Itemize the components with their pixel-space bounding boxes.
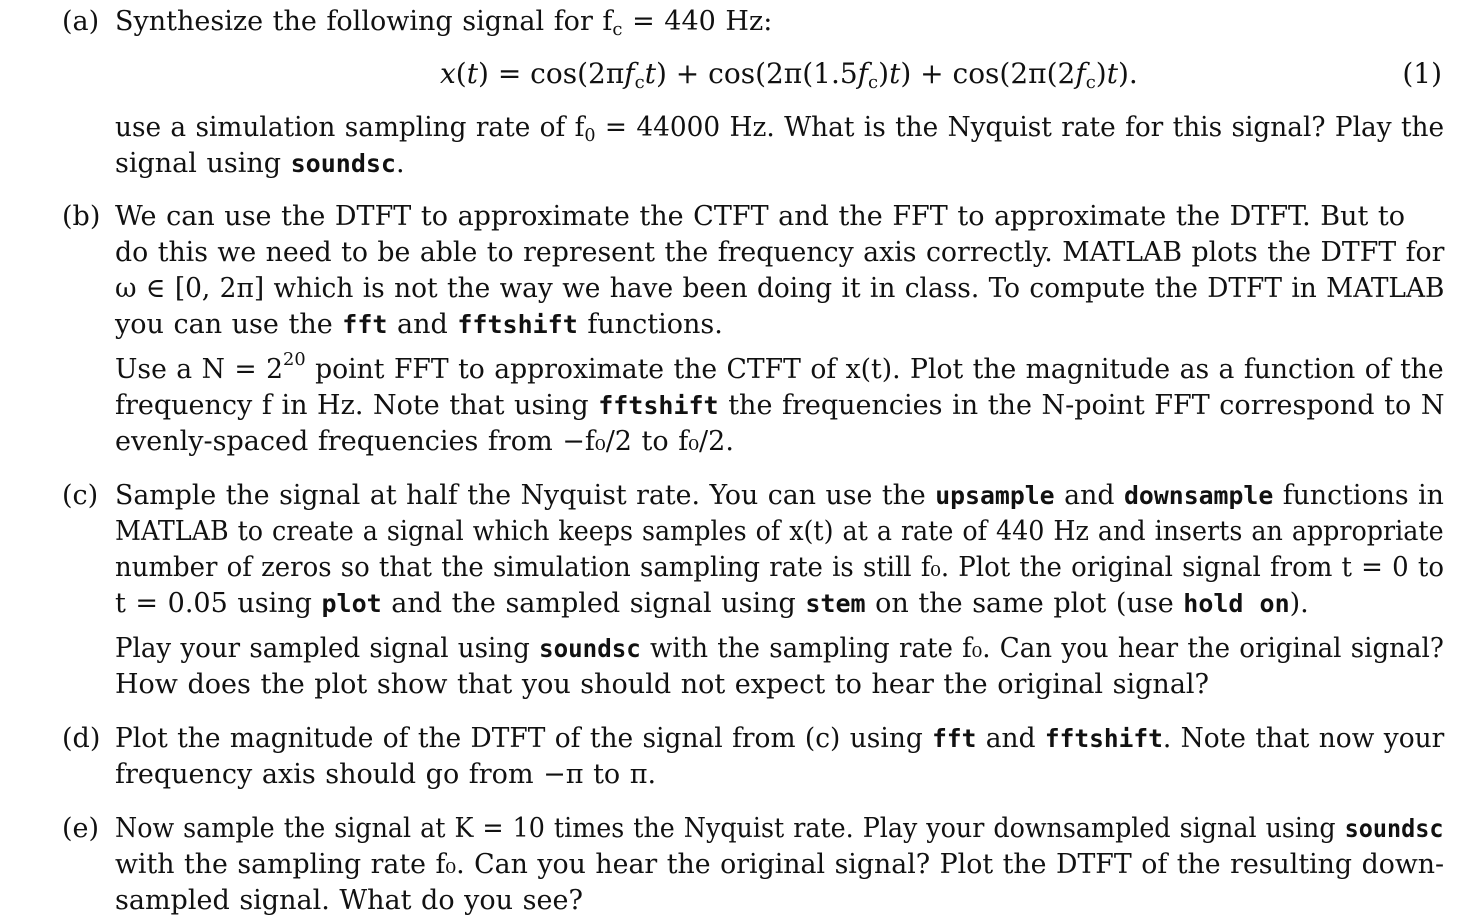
part-c-l4a: t = 0.05 using: [115, 588, 322, 619]
part-e-l1a: Now sample the signal at K = 10 times the Nyquist rate. Play your downsampled signal using: [115, 813, 1345, 844]
part-a-body: [115, 110, 1444, 182]
code-plot: plot: [321, 589, 382, 618]
part-a-intro-end: = 440 Hz:: [622, 6, 773, 37]
part-b-p2l1b: point FFT to approximate the CTFT of x(t). Plot the magnitude as a function of the: [305, 354, 1444, 385]
equation-number: (1): [1402, 57, 1442, 90]
code-upsample: upsample: [935, 481, 1055, 510]
code-fftshift-2: fftshift: [598, 391, 719, 420]
code-soundsc-3: soundsc: [1344, 814, 1444, 843]
part-c-l4d: ).: [1289, 588, 1309, 619]
part-e-label: (e): [62, 813, 100, 844]
part-c-line-2: MATLAB to create a signal which keeps samples of x(t) at a rate of 440 Hz and inserts an appropriate: [115, 516, 1444, 547]
part-c-para-2: [115, 631, 1444, 703]
part-b-p2-line-3: evenly-spaced frequencies from −f₀/2 to f₀/2.: [115, 426, 734, 457]
part-c-l4b: and the sampled signal using: [381, 588, 806, 619]
part-b-p2l2a: frequency f in Hz. Note that using: [115, 390, 599, 421]
part-c-l1a: Sample the signal at half the Nyquist rate. You can use the: [115, 480, 936, 511]
part-e-line-2: with the sampling rate f₀. Can you hear the original signal? Plot the DTFT of the resulting down-: [115, 849, 1445, 880]
part-b-p2-line-2: [115, 388, 1444, 424]
part-c-l1c: functions in: [1273, 480, 1444, 511]
part-e-para: [115, 811, 1444, 919]
part-a-intro-text: Synthesize the following signal for f: [115, 6, 613, 37]
part-c-l1b: and: [1054, 480, 1124, 511]
part-d-label: (d): [62, 723, 101, 754]
part-b-l4c: functions.: [577, 309, 723, 340]
part-c-line-1: [115, 478, 1444, 514]
part-a-text2: signal using: [115, 148, 291, 179]
code-downsample: downsample: [1123, 481, 1274, 510]
code-fftshift-3: fftshift: [1044, 724, 1163, 753]
part-c-para-1: [115, 478, 1444, 622]
part-a-text1-end: = 44000 Hz. What is the Nyquist rate for this signal? Play the: [595, 112, 1445, 143]
part-e-line-3: sampled signal. What do you see?: [115, 885, 583, 916]
code-soundsc: soundsc: [290, 149, 396, 178]
part-b-exponent: 20: [283, 349, 306, 370]
part-d-para: [115, 721, 1444, 793]
part-b-line-4: [115, 307, 1444, 343]
part-b-line-2: do this we need to be able to represent the frequency axis correctly. MATLAB plots the DTFT for: [115, 237, 1445, 268]
part-c-label: (c): [62, 480, 99, 511]
part-d-l1b: and: [976, 723, 1045, 754]
part-d-line-2: frequency axis should go from −π to π.: [115, 759, 657, 790]
part-b-line-1: We can use the DTFT to approximate the CTFT and the FFT to approximate the DTFT. But to: [115, 201, 1406, 232]
part-d-line-1: [115, 721, 1445, 757]
part-c-p2l1b: with the sampling rate f₀. Can you hear the original signal?: [640, 633, 1444, 664]
part-c-l4c: on the same plot (use: [865, 588, 1184, 619]
part-c-line-4: [115, 586, 1444, 622]
code-soundsc-2: soundsc: [539, 634, 641, 663]
part-a-text2-end: .: [395, 148, 405, 179]
equation-1: $x(t) = \cos(2\pi f_ct) + \cos(2\pi(1.5f_c)t) + \cos(2\pi(2f_c)t)$.: [440, 57, 1138, 93]
part-b-l4b: and: [387, 309, 458, 340]
part-c-line-3: number of zeros so that the simulation sampling rate is still f₀. Plot the original signal from t = 0 to: [115, 552, 1444, 583]
part-b-p2l1a: Use a N = 2: [115, 354, 284, 385]
part-c-p2-line-2: How does the plot show that you should not expect to hear the original signal?: [115, 669, 1210, 700]
part-d-l1a: Plot the magnitude of the DTFT of the signal from (c) using: [115, 723, 933, 754]
part-a-line-2: [115, 146, 1444, 182]
part-a-line-1: [115, 110, 1445, 146]
part-b-p2l2b: the frequencies in the N-point FFT correspond to N: [718, 390, 1445, 421]
code-stem: stem: [805, 589, 866, 618]
part-a-intro-sub: c: [612, 19, 623, 40]
part-b-para-2: [115, 349, 1445, 460]
code-hold-on: hold on: [1183, 589, 1290, 618]
part-b-p2-line-1: [115, 349, 1444, 388]
code-fftshift: fftshift: [457, 310, 578, 339]
part-c-p2l1a: Play your sampled signal using: [115, 633, 540, 664]
part-a-text1-sub: 0: [584, 125, 596, 146]
part-a-intro: [115, 4, 1444, 40]
part-e-line-1: [115, 811, 1444, 847]
part-a-text1: use a simulation sampling rate of f: [115, 112, 585, 143]
part-b-para-1: [115, 199, 1444, 343]
part-b-l4a: you can use the: [115, 309, 343, 340]
part-a-label: (a): [62, 6, 100, 37]
part-b-label: (b): [62, 201, 101, 232]
part-b-line-3: ω ∈ [0, 2π] which is not the way we have been doing it in class. To compute the DTFT in MATLAB: [115, 273, 1445, 304]
code-fft-2: fft: [932, 724, 977, 753]
code-fft: fft: [342, 310, 388, 339]
part-c-p2-line-1: [115, 631, 1444, 667]
part-d-l1c: . Note that now your: [1162, 723, 1445, 754]
